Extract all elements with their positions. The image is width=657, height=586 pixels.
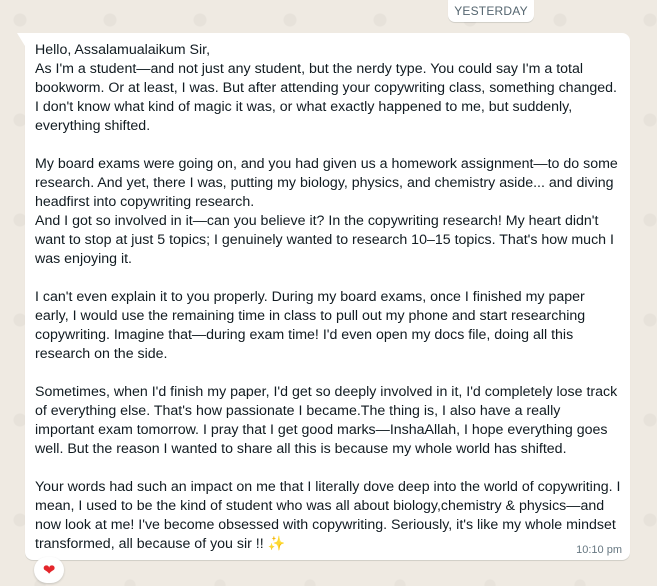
date-separator: YESTERDAY: [448, 0, 534, 22]
message-paragraph: Sometimes, when I'd finish my paper, I'd get so deeply involved in it, I'd completely lose track of everything else. That's how passionate I became.The thing is, I also have a really important exam tomorrow. I pray that I get good marks—InshaAllah, I hope everything goes well. But the reason I wanted to share all this is because my whole world has shifted.: [35, 384, 622, 457]
message-paragraph: Your words had such an impact on me that I literally dove deep into the world of copywriting. I mean, I used to be the kind of student who was all about biology,chemistry & physics—and now look at me! I've become obsessed with copywriting. Seriously, it's like my whole mindset transformed, all because of you sir !! ✨: [35, 479, 625, 552]
incoming-message-bubble[interactable]: [25, 33, 630, 560]
message-timestamp: 10:10 pm: [576, 544, 622, 556]
message-text: [35, 41, 625, 554]
heart-icon: ❤: [42, 561, 56, 579]
message-paragraph: I can't even explain it to you properly. During my board exams, once I finished my paper early, I would use the remaining time in class to pull out my phone and start researching copywriting. Imagine that—during exam time! I'd even open my docs file, doing all this research on the side.: [35, 289, 590, 362]
message-paragraph: My board exams were going on, and you had given us a homework assignment—to do some research. And yet, there I was, putting my biology, physics, and chemistry aside... and diving headfirst into copywriting research. And I got so involved in it—can you believe it? In the copywriting research! My heart didn't want to stop at just 5 topics; I genuinely wanted to research 10–15 topics. That's how much I was enjoying it.: [35, 156, 618, 267]
reaction-badge[interactable]: [34, 557, 64, 583]
message-paragraph: Hello, Assalamualaikum Sir, As I'm a student—and not just any student, but the nerdy type. You could say I'm a total bookworm. Or at least, I was. But after attending your copywriting class, something changed. I don't know what kind of magic it was, or what exactly happened to me, but suddenly, everything shifted.: [35, 42, 617, 134]
